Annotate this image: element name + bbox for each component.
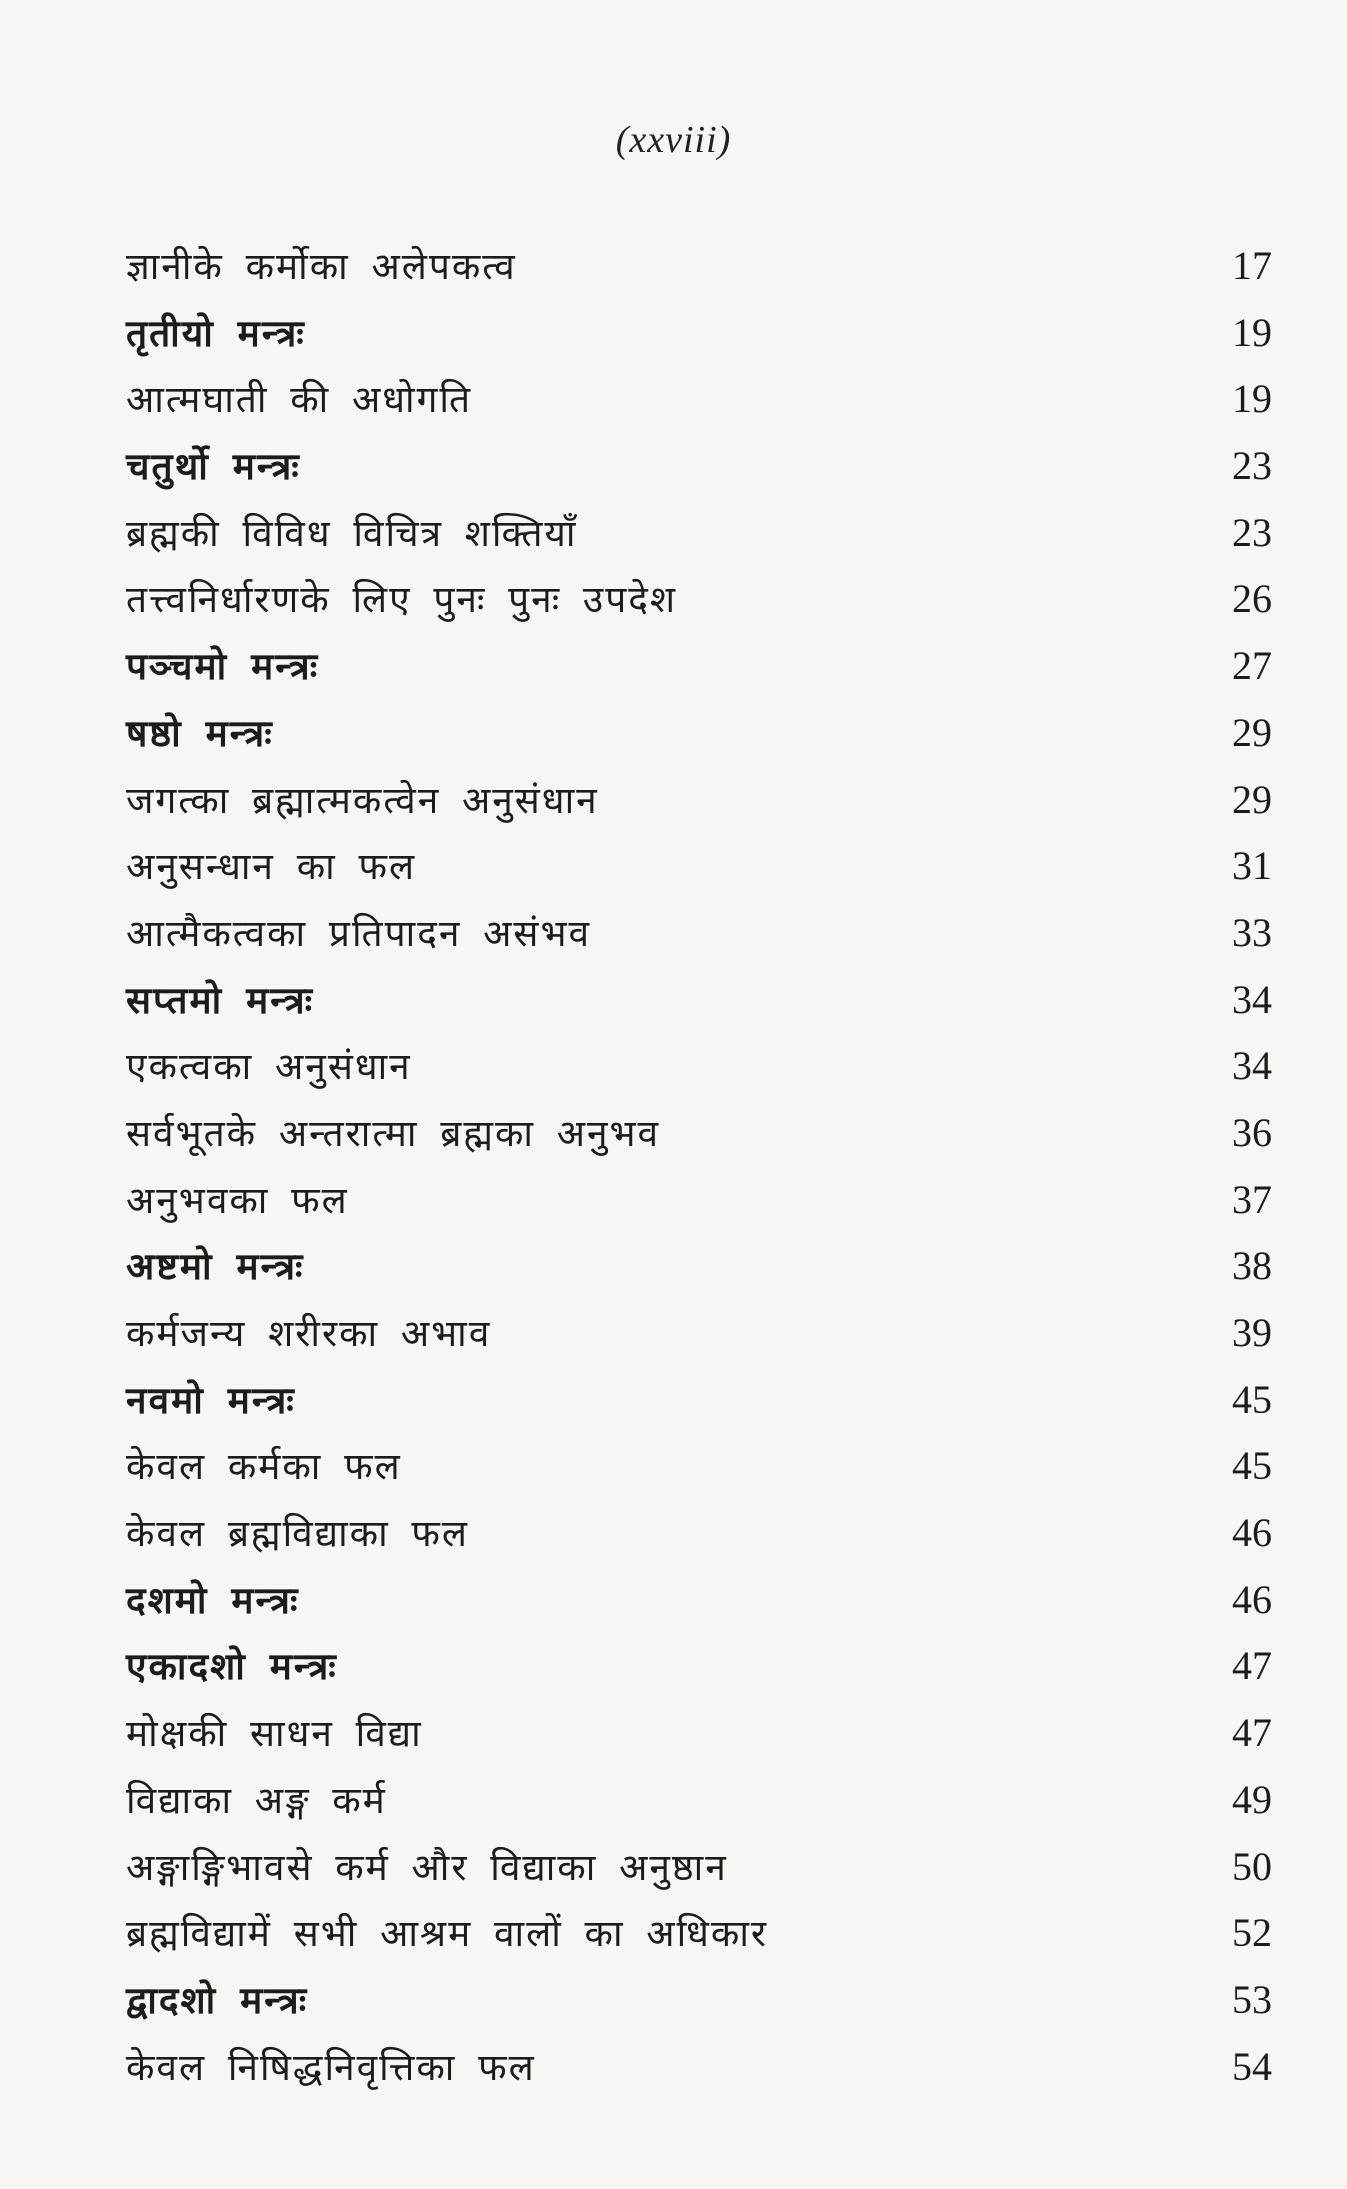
toc-entry-title: ज्ञानीके कर्मोका अलेपकत्व (126, 245, 517, 288)
toc-row (126, 1367, 1272, 1434)
toc-entry-title: अनुसन्धान का फल (126, 845, 417, 889)
toc-row (126, 566, 1272, 633)
toc-entry-title: ब्रह्मविद्यामें सभी आश्रम वालों का अधिकार (126, 1912, 769, 1956)
toc-row (126, 1767, 1272, 1834)
toc-entry-page: 23 (1232, 443, 1272, 489)
toc-entry-title: ब्रह्मकी विविध विचित्र शक्तियाँ (126, 511, 578, 555)
toc-entry-page: 34 (1232, 1043, 1272, 1089)
toc-entry-page: 53 (1232, 1976, 1272, 2022)
toc-entry-page: 45 (1232, 1443, 1272, 1489)
toc-row (126, 1033, 1272, 1100)
toc-entry-title: एकादशो मन्त्रः (126, 1645, 338, 1689)
toc-row (126, 1233, 1272, 1300)
toc-entry-title: तृतीयो मन्त्रः (126, 311, 306, 355)
toc-entry-title: सर्वभूतके अन्तरात्मा ब्रह्मका अनुभव (126, 1111, 661, 1155)
toc-row (126, 1633, 1272, 1700)
toc-entry-title: अष्टमो मन्त्रः (126, 1245, 305, 1289)
toc-row (126, 1500, 1272, 1567)
toc-entry-page: 19 (1232, 376, 1272, 422)
toc-row (126, 1167, 1272, 1234)
toc-entry-title: षष्ठो मन्त्रः (126, 711, 274, 755)
toc-entry-title: मोक्षकी साधन विद्या (126, 1712, 423, 1756)
toc-row (126, 1100, 1272, 1167)
toc-entry-title: आत्मैकत्वका प्रतिपादन असंभव (126, 911, 592, 955)
toc-entry-page: 34 (1232, 976, 1272, 1022)
toc-entry-title: केवल निषिद्धनिवृत्तिका फल (126, 2045, 536, 2089)
toc-entry-page: 37 (1232, 1176, 1272, 1222)
toc-entry-page: 52 (1232, 1910, 1272, 1956)
toc-entry-page: 29 (1232, 709, 1272, 755)
toc-entry-page: 29 (1232, 776, 1272, 822)
toc-entry-page: 36 (1232, 1109, 1272, 1155)
table-of-contents (126, 233, 1272, 2100)
toc-entry-title: केवल कर्मका फल (126, 1445, 402, 1489)
toc-entry-page: 54 (1232, 2043, 1272, 2089)
toc-entry-title: सप्तमो मन्त्रः (126, 978, 315, 1022)
toc-entry-title: आत्मघाती की अधोगति (126, 378, 473, 422)
toc-entry-title: नवमो मन्त्रः (126, 1378, 296, 1422)
toc-entry-page: 19 (1232, 309, 1272, 355)
toc-entry-title: एकत्वका अनुसंधान (126, 1045, 412, 1089)
toc-entry-title: केवल ब्रह्मविद्याका फल (126, 1512, 470, 1556)
toc-entry-title: द्वादशो मन्त्रः (126, 1978, 309, 2022)
toc-row (126, 900, 1272, 967)
toc-entry-page: 31 (1232, 843, 1272, 889)
toc-entry-title: विद्याका अङ्ग कर्म (126, 1778, 387, 1822)
toc-entry-title: अङ्गाङ्गिभावसे कर्म और विद्याका अनुष्ठान (126, 1845, 728, 1889)
toc-entry-page: 46 (1232, 1576, 1272, 1622)
toc-entry-title: कर्मजन्य शरीरका अभाव (126, 1312, 492, 1355)
toc-row (126, 366, 1272, 433)
toc-row (126, 1433, 1272, 1500)
toc-entry-title: जगत्का ब्रह्मात्मकत्वेन अनुसंधान (126, 778, 599, 822)
toc-entry-title: तत्त्वनिर्धारणके लिए पुनः पुनः उपदेश (126, 578, 678, 622)
toc-row (126, 500, 1272, 567)
toc-row (126, 1700, 1272, 1767)
toc-entry-page: 46 (1232, 1510, 1272, 1556)
toc-row (126, 633, 1272, 700)
toc-entry-page: 26 (1232, 576, 1272, 622)
toc-entry-page: 33 (1232, 909, 1272, 955)
toc-entry-title: अनुभवका फल (126, 1178, 349, 1222)
toc-entry-page: 50 (1232, 1843, 1272, 1889)
toc-entry-page: 47 (1232, 1643, 1272, 1689)
toc-row (126, 767, 1272, 834)
toc-row (126, 1300, 1272, 1367)
toc-row (126, 2034, 1272, 2101)
toc-row (126, 433, 1272, 500)
toc-entry-page: 45 (1232, 1376, 1272, 1422)
page-number: (xxviii) (615, 119, 732, 161)
toc-entry-page: 47 (1232, 1710, 1272, 1756)
toc-entry-page: 23 (1232, 509, 1272, 555)
toc-row (126, 833, 1272, 900)
toc-row (126, 1567, 1272, 1634)
toc-row (126, 1967, 1272, 2034)
toc-entry-page: 17 (1232, 243, 1272, 288)
toc-entry-title: दशमो मन्त्रः (126, 1578, 300, 1622)
toc-row (126, 967, 1272, 1034)
toc-row (126, 300, 1272, 367)
toc-row (126, 1834, 1272, 1901)
toc-entry-page: 39 (1232, 1310, 1272, 1355)
toc-entry-page: 27 (1232, 643, 1272, 689)
toc-row (126, 233, 1272, 300)
toc-row (126, 1900, 1272, 1967)
toc-entry-page: 49 (1232, 1776, 1272, 1822)
toc-entry-page: 38 (1232, 1243, 1272, 1289)
toc-row (126, 700, 1272, 767)
toc-entry-title: पञ्चमो मन्त्रः (126, 645, 320, 689)
toc-entry-title: चतुर्थो मन्त्रः (126, 445, 301, 489)
